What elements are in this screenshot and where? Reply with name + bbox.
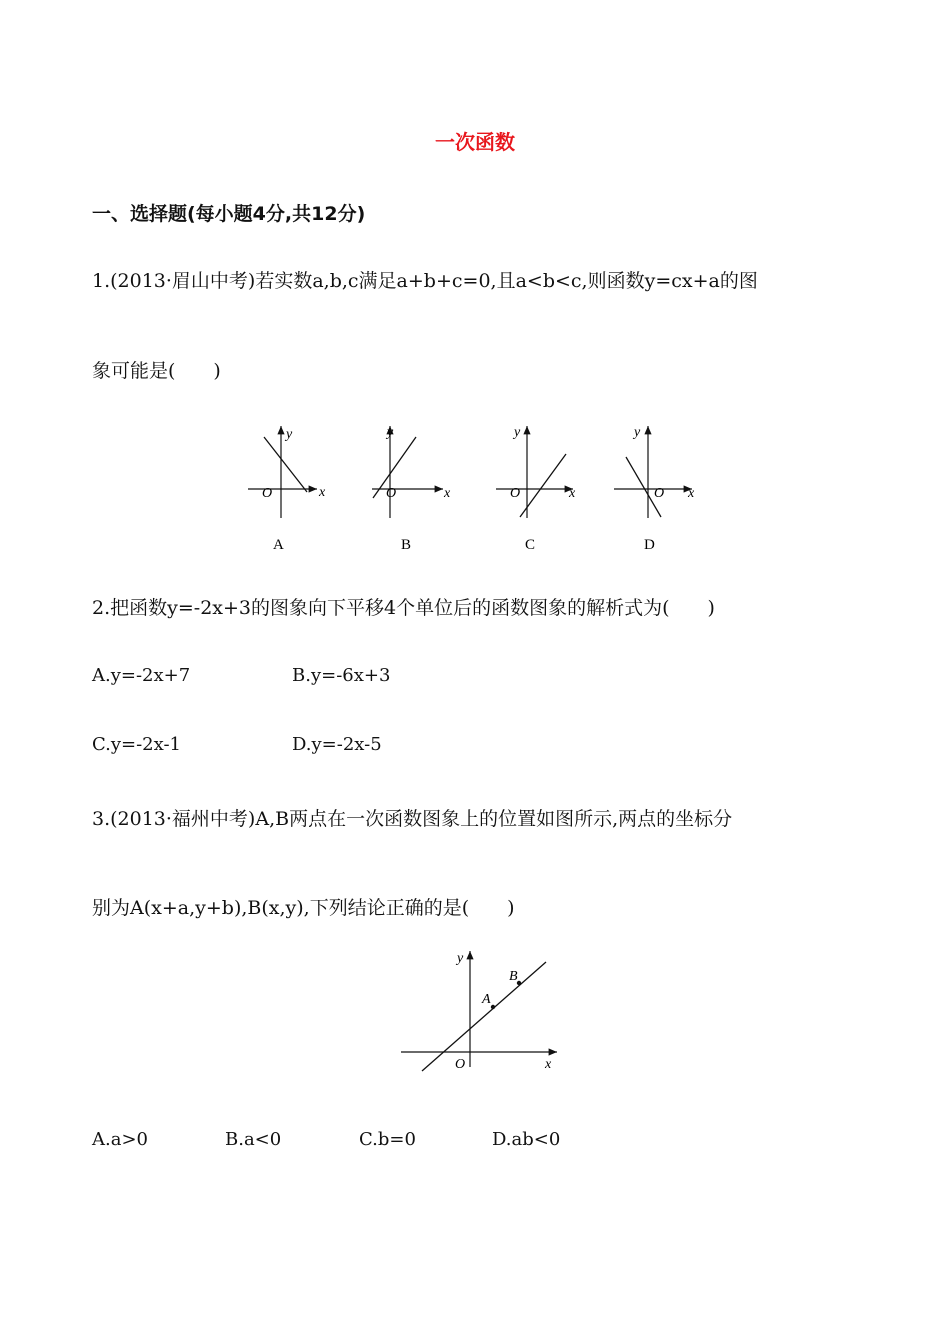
graph-c-x-label: x bbox=[569, 486, 576, 501]
x-axis-label: x bbox=[545, 1057, 552, 1072]
point-b-label: B bbox=[509, 969, 518, 984]
graph-b-label: B bbox=[401, 537, 412, 553]
question-2-option-a: A.y=-2x+7 bbox=[92, 665, 191, 686]
question-3-stem-line1: 3.(2013·福州中考)A,B两点在一次函数图象上的位置如图所示,两点的坐标分 bbox=[92, 808, 733, 830]
function-line bbox=[422, 962, 546, 1071]
question-2-stem: 2.把函数y=-2x+3的图象向下平移4个单位后的函数图象的解析式为( ) bbox=[92, 597, 715, 619]
graph-c-y-label: y bbox=[514, 425, 521, 440]
graph-d bbox=[614, 425, 695, 553]
graph-a bbox=[248, 426, 326, 553]
graph-d-x-label: x bbox=[688, 486, 695, 501]
graph-b-y-label: y bbox=[387, 425, 394, 440]
origin-label: O bbox=[455, 1057, 466, 1072]
question-3-stem-line2: 别为A(x+a,y+b),B(x,y),下列结论正确的是( ) bbox=[92, 897, 515, 919]
graph-c-label: C bbox=[525, 537, 536, 553]
graph-b-origin: O bbox=[386, 486, 397, 501]
graph-b bbox=[372, 425, 451, 553]
question-1-stem-line1: 1.(2013·眉山中考)若实数a,b,c满足a+b+c=0,且a<b<c,则函数y=cx+a的图 bbox=[92, 270, 758, 292]
graph-d-y-label: y bbox=[634, 425, 641, 440]
point-a-label: A bbox=[482, 992, 491, 1007]
question-1-stem-line2: 象可能是( ) bbox=[92, 360, 221, 382]
graph-a-label: A bbox=[273, 537, 284, 553]
graph-a-line bbox=[264, 437, 307, 492]
question-1-figures bbox=[240, 418, 710, 558]
point-a bbox=[491, 1005, 495, 1009]
y-axis-label: y bbox=[457, 951, 464, 966]
graph-a-x-label: x bbox=[319, 485, 326, 500]
question-3-option-d: D.ab<0 bbox=[492, 1129, 561, 1150]
question-3-option-a: A.a>0 bbox=[92, 1129, 148, 1150]
graph-b-x-label: x bbox=[444, 486, 451, 501]
question-3-option-b: B.a<0 bbox=[225, 1129, 282, 1150]
graph-a-origin: O bbox=[262, 486, 273, 501]
question-2-option-b: B.y=-6x+3 bbox=[292, 665, 391, 686]
question-2-option-d: D.y=-2x-5 bbox=[292, 734, 382, 755]
graph-d-origin: O bbox=[654, 486, 665, 501]
question-3-option-c: C.b=0 bbox=[359, 1129, 416, 1150]
graph-c bbox=[496, 425, 576, 553]
graph-a-y-label: y bbox=[286, 427, 293, 442]
page-title: 一次函数 bbox=[435, 130, 515, 154]
question-2-option-c: C.y=-2x-1 bbox=[92, 734, 182, 755]
question-3-figure bbox=[395, 945, 575, 1080]
graph-d-label: D bbox=[644, 537, 655, 553]
section-heading: 一、选择题(每小题4分,共12分) bbox=[92, 203, 366, 225]
graph-c-origin: O bbox=[510, 486, 521, 501]
